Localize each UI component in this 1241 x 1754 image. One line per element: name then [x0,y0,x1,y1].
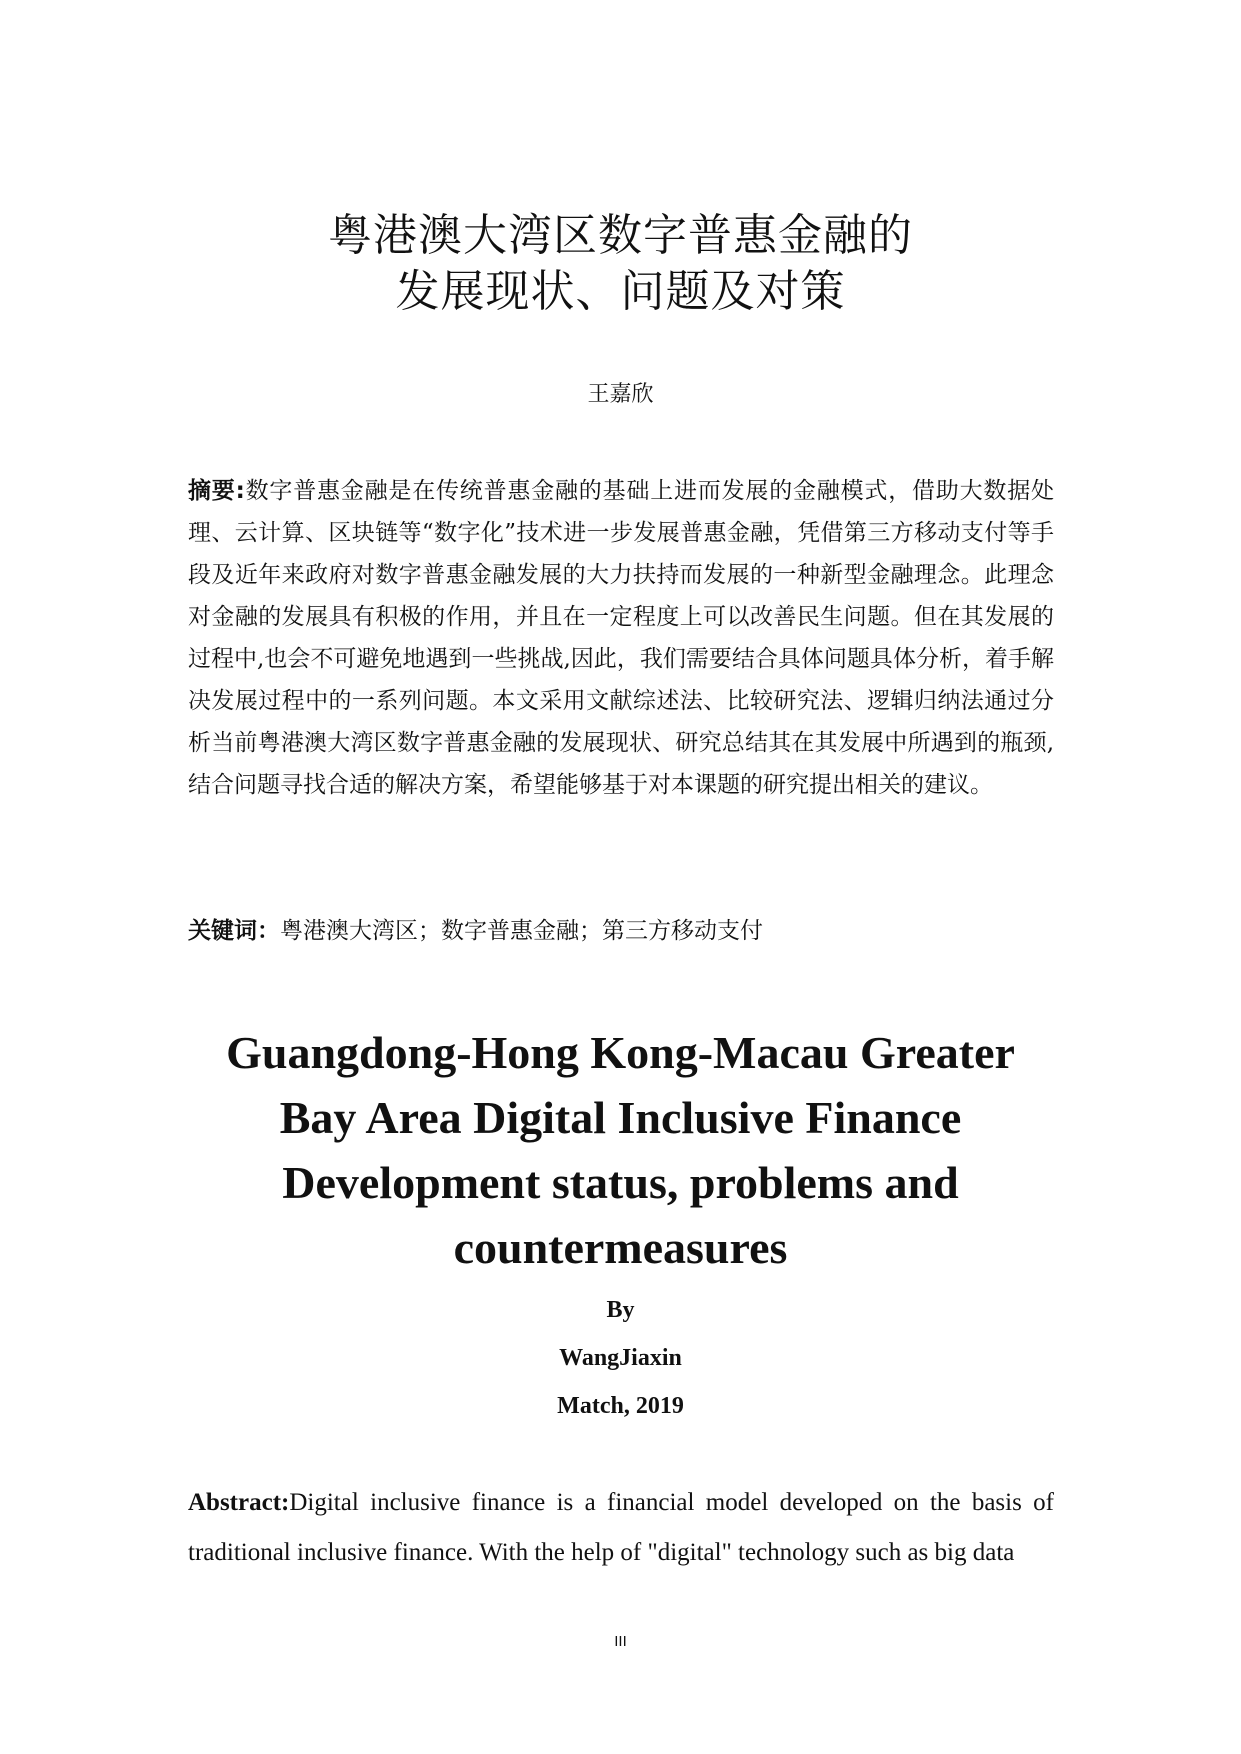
chinese-keywords-label: 关键词： [188,918,280,944]
english-abstract-text: Digital inclusive finance is a financial model developed on the basis of traditional inclusive finance. With the help of "digital" technology such as big data [188,1489,1054,1566]
english-title-line-1: Guangdong-Hong Kong-Macau Greater [226,1027,1015,1078]
chinese-title [0,208,1241,320]
chinese-keywords [188,910,1054,952]
page-number: III [614,1633,627,1650]
english-title-line-4: countermeasures [453,1222,788,1273]
english-title-line-2: Bay Area Digital Inclusive Finance [279,1092,962,1143]
english-author: WangJiaxin [559,1345,682,1371]
english-title-line-3: Development status, problems and [282,1157,959,1208]
chinese-author: 王嘉欣 [587,382,654,407]
english-date: Match, 2019 [557,1393,684,1419]
chinese-title-line-2: 发展现状、问题及对策 [395,266,846,317]
english-title [0,1020,1241,1280]
english-by: By [606,1297,635,1323]
chinese-abstract-text: 数字普惠金融是在传统普惠金融的基础上进而发展的金融模式，借助大数据处理、云计算、区块链等“数字化”技术进一步发展普惠金融，凭借第三方移动支付等手段及近年来政府对数字普惠金融发展的大力扶持而发展的一种新型金融理念。此理念对金融的发展具有积极的作用，并且在一定程度上可以改善民生问题。但在其发展的过程中,也会不可避免地遇到一些挑战,因此，我们需要结合具体问题具体分析，着手解决发展过程中的一系列问题。本文采用文献综述法、比较研究法、逻辑归纳法通过分析当前粤港澳大湾区数字普惠金融的发展现状、研究总结其在其发展中所遇到的瓶颈,结合问题寻找合适的解决方案，希望能够基于对本课题的研究提出相关的建议。 [188,478,1055,798]
english-abstract [188,1478,1054,1578]
chinese-abstract [188,470,1054,806]
chinese-keywords-text: 粤港澳大湾区；数字普惠金融；第三方移动支付 [280,918,763,944]
chinese-title-line-1: 粤港澳大湾区数字普惠金融的 [328,210,913,261]
chinese-abstract-label: 摘要: [188,478,245,504]
english-abstract-label: Abstract: [188,1489,290,1516]
english-byline [0,1286,1241,1430]
